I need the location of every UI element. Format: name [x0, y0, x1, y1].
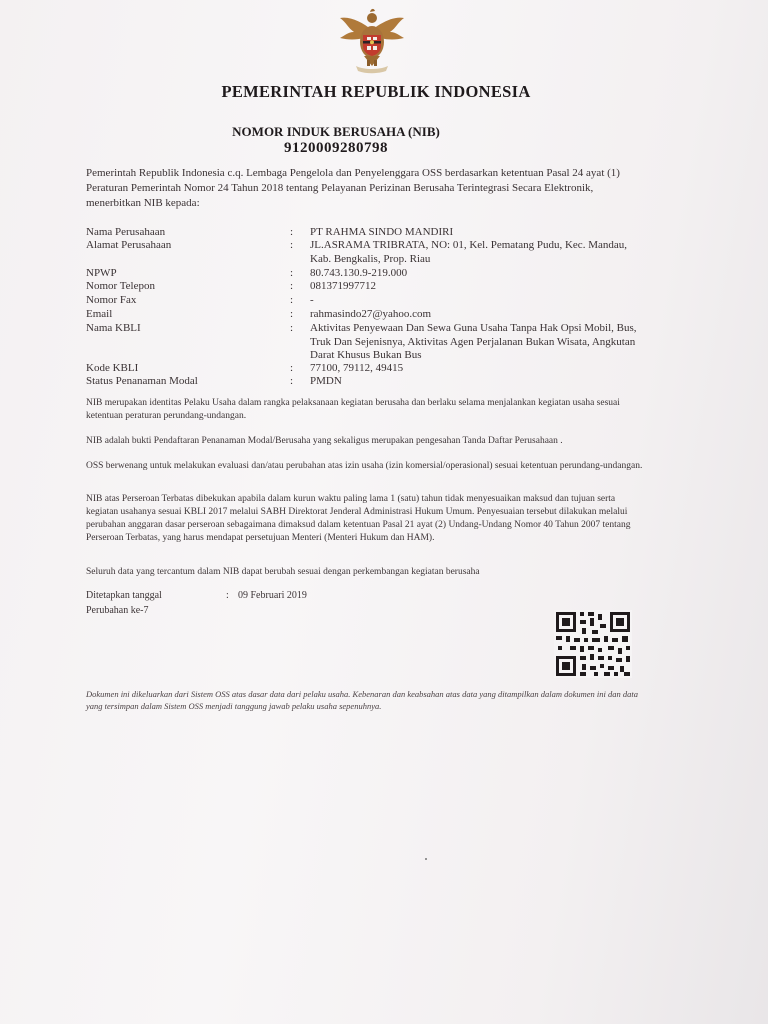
field-value: Aktivitas Penyewaan Dan Sewa Guna Usaha Tanpa Hak Opsi Mobil, Bus, Truk Dan Sejenisnya, Aktivitas Agen Perjalanan Bukan Wisata, Angkutan Darat Khusus Bukan Bus: [310, 322, 637, 361]
issuance-date-separator: :: [226, 590, 229, 601]
field-separator: :: [290, 322, 294, 334]
disclaimer-footer: Dokumen ini dikeluarkan dari Sistem OSS atas dasar data dari pelaku usaha. Kebenaran dan keabsahan atas data yang ditampilkan dalam dokumen ini dan data yang tersimpan dalam Sistem OSS menjadi tanggung jawab pelaku usaha sepenuhnya.: [86, 689, 638, 711]
field-label: Nomor Fax: [86, 294, 137, 306]
paragraph-oss-authority: OSS berwenang untuk melakukan evaluasi dan/atau perubahan atas izin usaha (izin komersial/operasional) sesuai ketentuan perundang-undangan.: [86, 461, 643, 471]
field-separator: :: [290, 239, 294, 251]
paragraph-pt-freeze: NIB atas Perseroan Terbatas dibekukan apabila dalam kurun waktu paling lama 1 (satu) tahun tidak menyesuaikan maksud dan tujuan serta kegiatan usahanya sesuai KBLI 2017 melalui SABH Direktorat Jenderal Administrasi Hukum Umum. Penyesuaian tersebut dilakukan melalui perubahan anggaran dasar perseroan sebagaimana dimaksud dalam ketentuan Pasal 21 ayat (2) Undang-Undang Nomor 40 Tahun 2007 tentang Perseroan Terbatas, yang harus mendapat persetujuan Menteri (Menteri Hukum dan HAM).: [86, 494, 631, 543]
field-separator: :: [290, 375, 294, 387]
intro-paragraph: Pemerintah Republik Indonesia c.q. Lembaga Pengelola dan Penyelenggara OSS berdasarkan ketentuan Pasal 24 ayat (1) Peraturan Pemerintah Nomor 24 Tahun 2018 tentang Pelayanan Perizinan Berusaha Terintegrasi Secara Elektronik, menerbitkan NIB kepada:: [86, 167, 620, 209]
field-separator: :: [290, 362, 294, 374]
field-value: 80.743.130.9-219.000: [310, 267, 408, 279]
issuance-date-label: Ditetapkan tanggal: [86, 590, 162, 601]
field-value: 77100, 79112, 49415: [310, 362, 404, 374]
paragraph-nib-registration: NIB adalah bukti Pendaftaran Penanaman Modal/Berusaha yang sekaligus merupakan pengesahan Tanda Daftar Perusahaan .: [86, 436, 563, 446]
field-label: Kode KBLI: [86, 362, 139, 374]
field-label: Nama KBLI: [86, 322, 141, 334]
document-title: NOMOR INDUK BERUSAHA (NIB): [232, 124, 440, 139]
paragraph-nib-identity: NIB merupakan identitas Pelaku Usaha dalam rangka pelaksanaan kegiatan berusaha dan berlaku selama menjalankan kegiatan usaha sesuai ketentuan peraturan perundang-undangan.: [86, 398, 620, 421]
field-value: JL.ASRAMA TRIBRATA, NO: 01, Kel. Pematang Pudu, Kec. Mandau, Kab. Bengkalis, Prop. Riau: [310, 239, 627, 265]
field-value: PT RAHMA SINDO MANDIRI: [310, 226, 454, 238]
field-label: Nomor Telepon: [86, 280, 155, 292]
field-label: Nama Perusahaan: [86, 226, 166, 238]
field-value: rahmasindo27@yahoo.com: [310, 308, 432, 320]
nib-number: 9120009280798: [284, 140, 388, 156]
field-separator: :: [290, 294, 294, 306]
field-label: Alamat Perusahaan: [86, 239, 172, 251]
qr-code-icon: [554, 610, 632, 678]
revision-number: Perubahan ke-7: [86, 605, 149, 616]
field-value: 081371997712: [310, 280, 376, 292]
scan-speck: [425, 858, 427, 860]
field-value: -: [310, 294, 314, 306]
paragraph-data-change: Seluruh data yang tercantum dalam NIB dapat berubah sesuai dengan perkembangan kegiatan berusaha: [86, 567, 480, 577]
field-separator: :: [290, 267, 294, 279]
field-label: Status Penanaman Modal: [86, 375, 198, 387]
garuda-emblem-icon: [336, 8, 408, 74]
field-separator: :: [290, 308, 294, 320]
field-separator: :: [290, 280, 294, 292]
government-title: PEMERINTAH REPUBLIK INDONESIA: [221, 82, 531, 101]
field-separator: :: [290, 226, 294, 238]
field-value: PMDN: [310, 375, 342, 387]
field-label: NPWP: [86, 267, 117, 279]
issuance-date-value: 09 Februari 2019: [238, 590, 307, 601]
field-label: Email: [86, 308, 113, 320]
